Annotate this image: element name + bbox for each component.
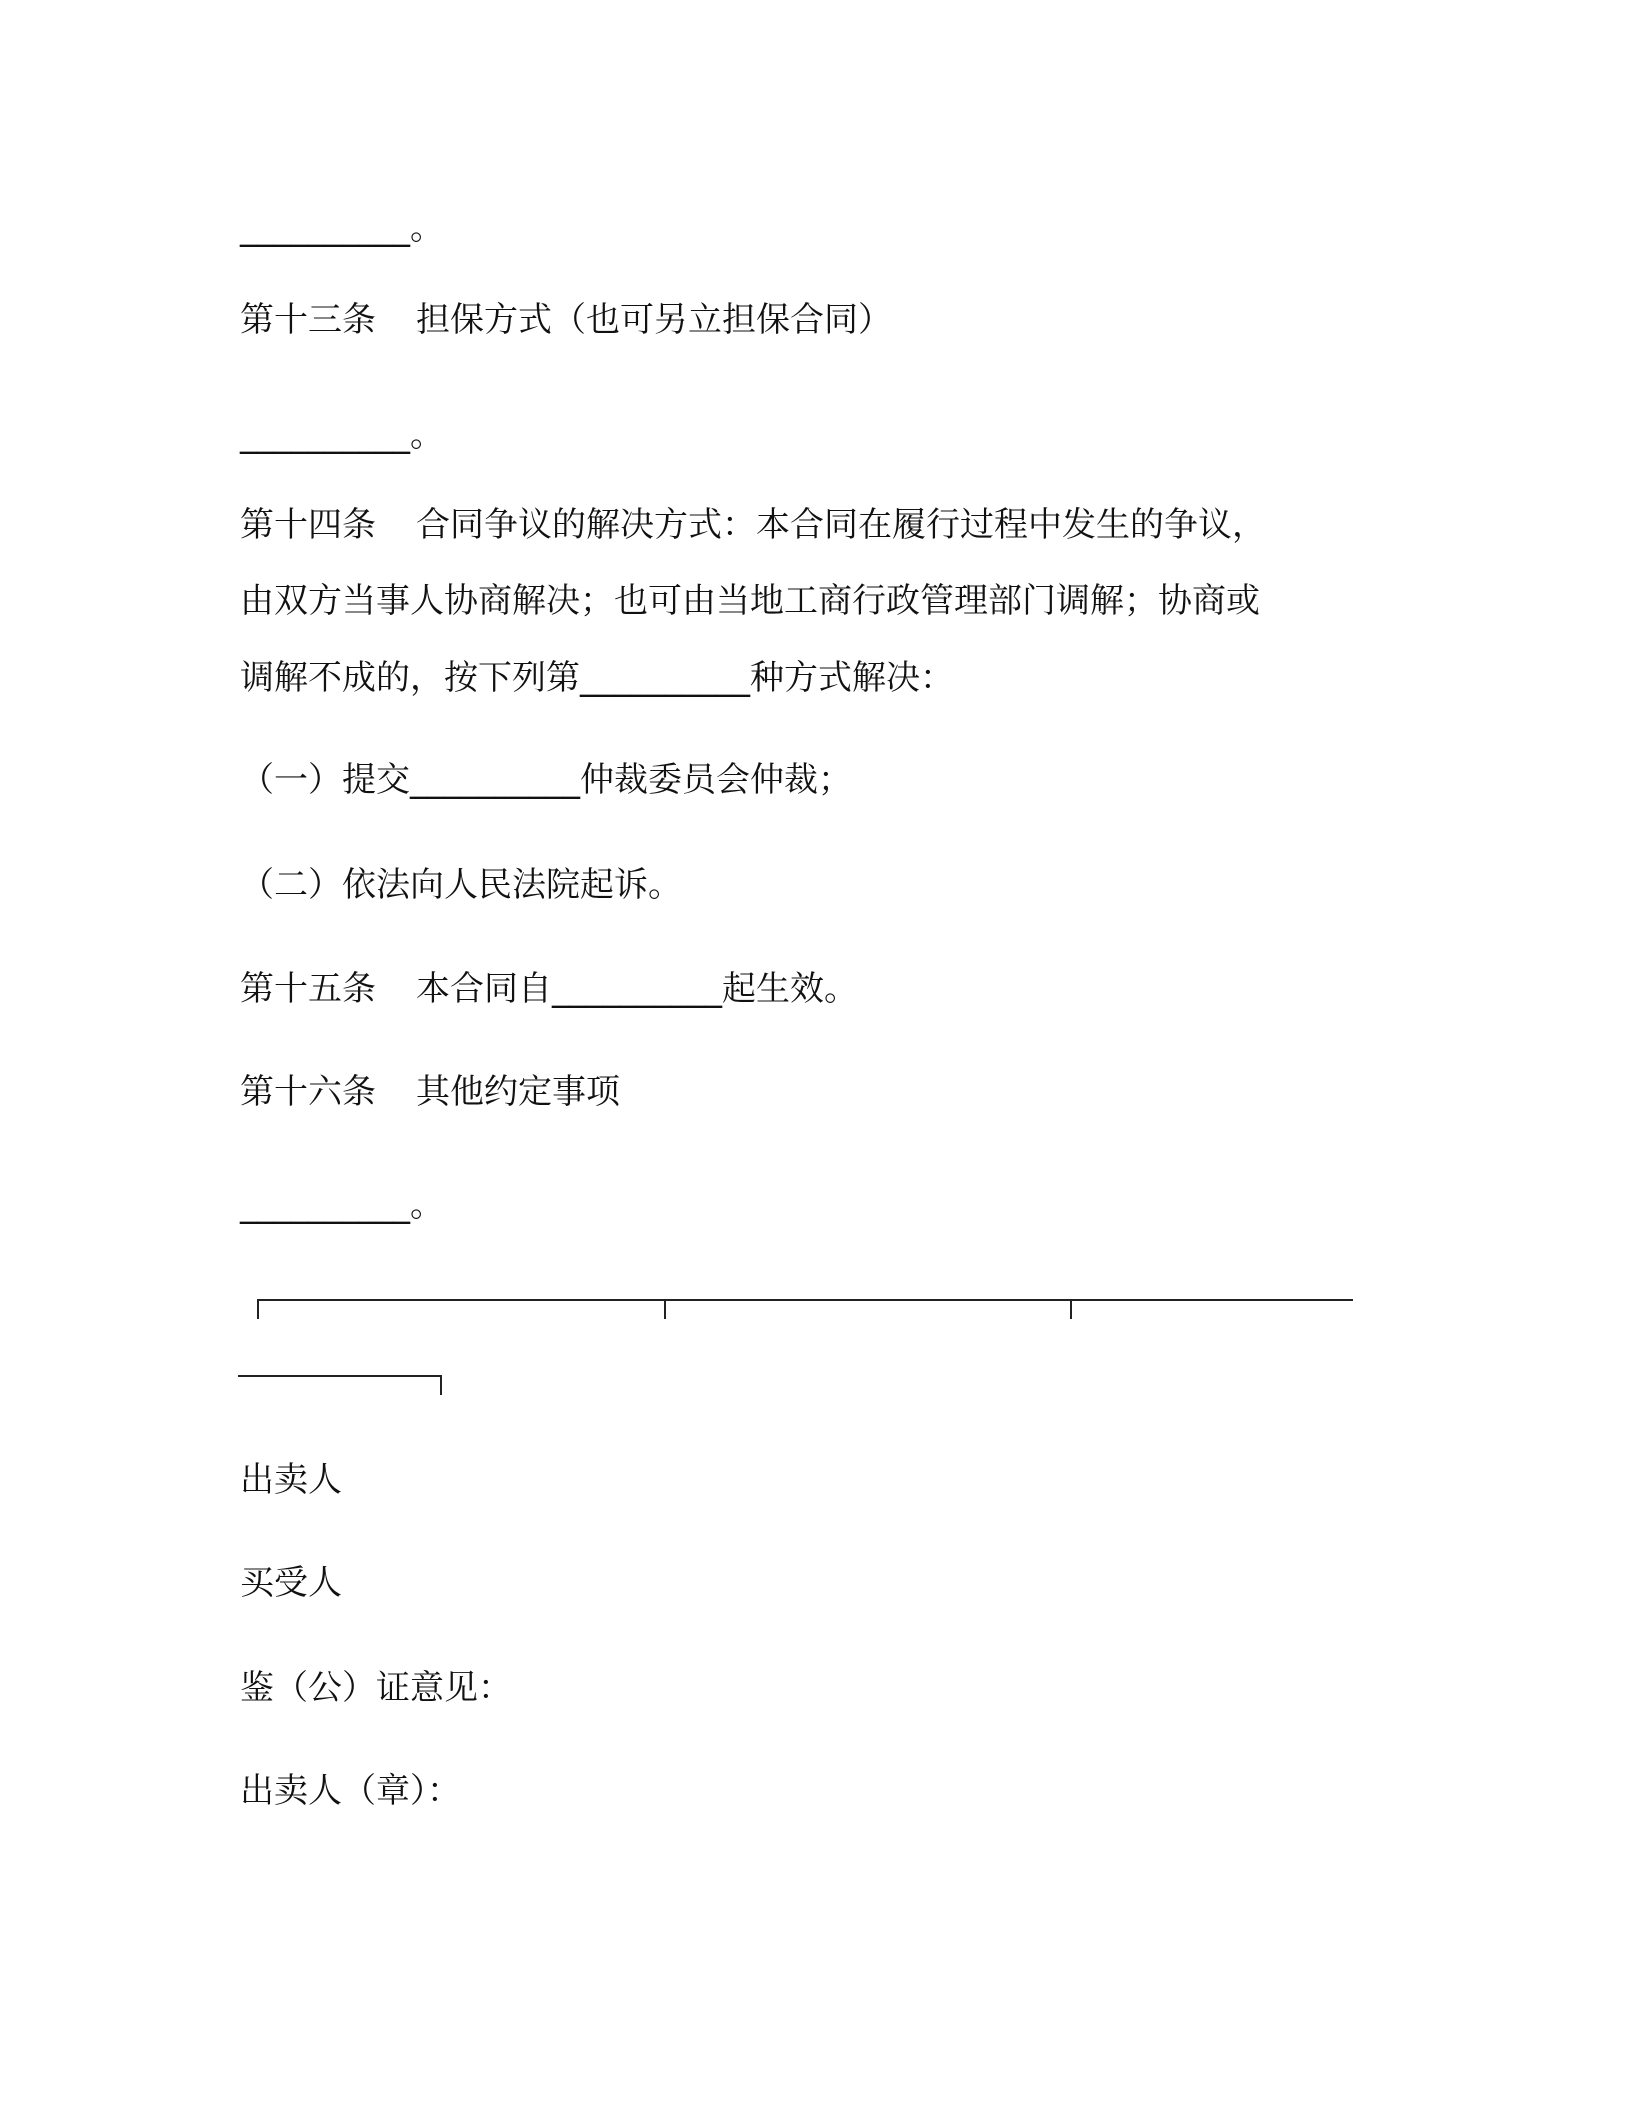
article-14-option-1 xyxy=(240,757,852,803)
table-top-rule xyxy=(257,1299,1353,1301)
article-15-number: 第十五条 xyxy=(240,969,376,1009)
notary-text: 鉴（公）证意见： xyxy=(240,1668,512,1708)
article-16-blank-line xyxy=(240,1182,444,1228)
article-13-blank-line xyxy=(240,412,444,458)
option-1-pre: （一）提交 xyxy=(240,760,410,800)
article-14-line-2 xyxy=(240,578,1260,624)
blank-field: __________ xyxy=(580,658,750,698)
article-16-heading xyxy=(240,1069,620,1115)
seller-label xyxy=(240,1457,342,1503)
table-divider-middle xyxy=(664,1299,666,1319)
end-mark: 。 xyxy=(410,1185,444,1225)
article-14-line-1 xyxy=(240,502,1266,548)
option-2-text: （二）依法向人民法院起诉。 xyxy=(240,865,682,905)
blank-field: __________ xyxy=(552,969,722,1009)
article-14-text-1: 合同争议的解决方式：本合同在履行过程中发生的争议， xyxy=(416,505,1266,545)
article-14-text-2: 由双方当事人协商解决；也可由当地工商行政管理部门调解；协商或 xyxy=(240,581,1260,621)
article-15-pre: 本合同自 xyxy=(416,969,552,1009)
buyer-label xyxy=(240,1560,342,1606)
blank-field: __________ xyxy=(240,208,410,248)
seller-seal-label xyxy=(240,1768,461,1814)
article-14-text-3a: 调解不成的，按下列第 xyxy=(240,658,580,698)
article-14-line-3 xyxy=(240,655,954,701)
table-divider-left xyxy=(257,1299,259,1319)
buyer-text: 买受人 xyxy=(240,1563,342,1603)
table-divider-right xyxy=(1070,1299,1072,1319)
option-1-post: 仲裁委员会仲裁； xyxy=(580,760,852,800)
seller-text: 出卖人 xyxy=(240,1460,342,1500)
end-mark: 。 xyxy=(410,208,444,248)
table-second-divider xyxy=(440,1375,442,1395)
seller-seal-text: 出卖人（章）： xyxy=(240,1771,461,1811)
notary-label xyxy=(240,1665,512,1711)
article-16-text: 其他约定事项 xyxy=(416,1072,620,1112)
article-15-post: 起生效。 xyxy=(722,969,858,1009)
article-13-heading xyxy=(240,297,892,343)
article-13-number: 第十三条 xyxy=(240,300,376,340)
blank-field: __________ xyxy=(410,760,580,800)
article-15 xyxy=(240,966,858,1012)
article-13-text: 担保方式（也可另立担保合同） xyxy=(416,300,892,340)
blank-field: __________ xyxy=(240,415,410,455)
article-14-number: 第十四条 xyxy=(240,505,376,545)
article-16-number: 第十六条 xyxy=(240,1072,376,1112)
table-second-rule xyxy=(238,1375,442,1377)
blank-line-top xyxy=(240,205,444,251)
article-14-text-3b: 种方式解决： xyxy=(750,658,954,698)
end-mark: 。 xyxy=(410,415,444,455)
blank-field: __________ xyxy=(240,1185,410,1225)
article-14-option-2 xyxy=(240,862,682,908)
